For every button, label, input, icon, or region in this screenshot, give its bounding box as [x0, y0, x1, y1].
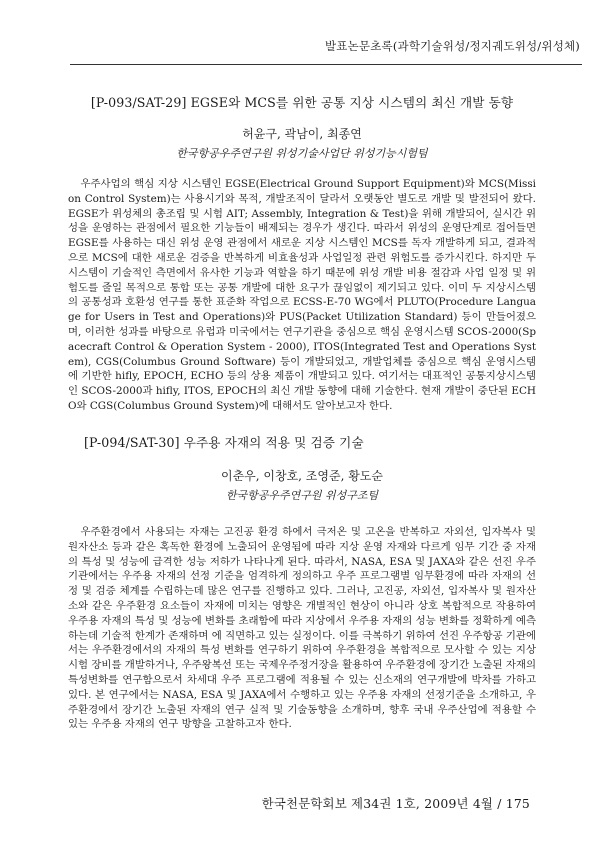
abstract-affiliation: 한국항공우주연구원 위성구조팀 — [225, 489, 379, 502]
abstract-body: 우주사업의 핵심 지상 시스템인 EGSE(Electrical Ground Support Equipment)와 MCS(Mission Control System)는 사용시기와 목적, 개발조직이 달라서 오랫동안 별도로 개발 및 발전되어 왔다. EGSE가 위성체의 총조립 및 시험 AIT; Assembly, Integration & Test)을 위해 개발되어, 실시간 위성을 운영하는 관점에서 필요한 기능들이 배제되는 경우가 생긴다. 따라서 위성의 운영단계로 접어들면 EGSE를 사용하는 대신 위성 운영 관점에서 새로운 지상 시스템인 MCS를 독자 개발하게 되고, 결과적으로 MCS에 대한 새로운 검증을 반복하게 비효율성과 사업일정 관련 위험도를 증가시킨다. 하지만 두 시스템이 기술적인 측면에서 유사한 기능과 역할을 하기 때문에 위성 개발 비용 절감과 사업 일정 및 위험도를 줄일 목적으로 통합 또는 공통 개발에 대한 요구가 끊임없이 제기되고 있다. 이미 두 지상시스템의 공통성과 호환성 연구를 통한 표준화 작업으로 ECSS-E-70 WG에서 PLUTO(Procedure Language for Users in Test and Operations)와 PUS(Packet Utilization Standard) 등이 만들어졌으며, 이러한 성과를 바탕으로 유럽과 미국에서는 연구기관을 중심으로 핵심 운영시스템 SCOS-2000(Spacecraft Control & Operation System - 2000), ITOS(Integrated Test and Operations System), CGS(Columbus Ground Software) 등이 개발되었고, 개발업체를 중심으로 핵심 운영시스템에 기반한 hifly, EPOCH, ECHO 등의 상용 제품이 개발되고 있다. 여기서는 대표적인 공통지상시스템인 SCOS-2000과 hifly, ITOS, EPOCH의 최신 개발 동향에 대해 기술한다. 현재 개발이 중단된 ECHO와 CGS(Columbus Ground System)에 대해서도 알아보고자 한다. — [68, 178, 536, 412]
abstract-affiliation: 한국항공우주연구원 위성기술사업단 위성기능시험팀 — [176, 147, 428, 160]
page-footer-citation: 한국천문학회보 제34권 1호, 2009년 4월 / 175 — [261, 796, 530, 811]
abstract-authors: 허윤구, 곽남이, 최종연 — [242, 127, 362, 141]
abstract-title: [P-094/SAT-30] 우주용 자재의 적용 및 검증 기술 — [84, 435, 364, 450]
header-divider — [70, 64, 582, 65]
abstract-title: [P-093/SAT-29] EGSE와 MCS를 위한 공통 지상 시스템의 최신 개발 동향 — [90, 95, 514, 110]
abstract-p094 — [68, 432, 536, 743]
abstract-body: 우주환경에서 사용되는 자재는 고진공 환경 하에서 극저온 및 고온을 반복하고 자외선, 입자복사 및 원자산소 등과 같은 혹독한 환경에 노출되어 운영됨에 따라 지상 운영 자재와 다르게 임무 기간 중 자재의 특성 및 성능에 급격한 성능 저하가 나타나게 된다. 따라서, NASA, ESA 및 JAXA와 같은 선진 우주기관에서는 우주용 자재의 선정 기준을 엄격하게 정의하고 우주 프로그램별 임무환경에 따라 자재의 선정 및 검증 체계를 수립하는데 많은 연구를 진행하고 있다. 그러나, 고진공, 자외선, 입자복사 및 원자산소와 같은 우주환경 요소들이 자재에 미치는 영향은 개별적인 현상이 아니라 상호 복합적으로 작용하여 우주용 자재의 특성 및 성능에 변화를 초래함에 따라 지상에서 우주용 자재의 성능 변화를 정확하게 예측하는데 기술적 한계가 존재하며 에 직면하고 있는 실정이다. 이를 극복하기 위하여 선진 우주항공 기관에서는 우주환경에서의 자재의 특성 변화를 연구하기 위하여 우주환경을 복합적으로 모사할 수 있는 지상시험 장비를 개발하거나, 우주왕복선 또는 국제우주정거장을 활용하여 우주환경에 장기간 노출된 자재의 특성변화를 연구함으로서 차세대 우주 프로그램에 적용될 수 있는 신소재의 연구개발에 박차를 가하고 있다. 본 연구에서는 NASA, ESA 및 JAXA에서 수행하고 있는 우주용 자재의 선정기준을 소개하고, 우주환경에서 장기간 노출된 자재의 연구 실적 및 기술동향을 소개하며, 향후 국내 우주산업에 적용할 수 있는 우주용 자재의 연구 방향을 고찰하고자 한다. — [68, 526, 536, 731]
running-header: 발표논문초록(과학기술위성/정지궤도위성/위성체) — [324, 39, 580, 53]
abstract-authors: 이춘우, 이창호, 조영준, 황도순 — [221, 469, 383, 483]
abstract-p093 — [68, 92, 536, 424]
